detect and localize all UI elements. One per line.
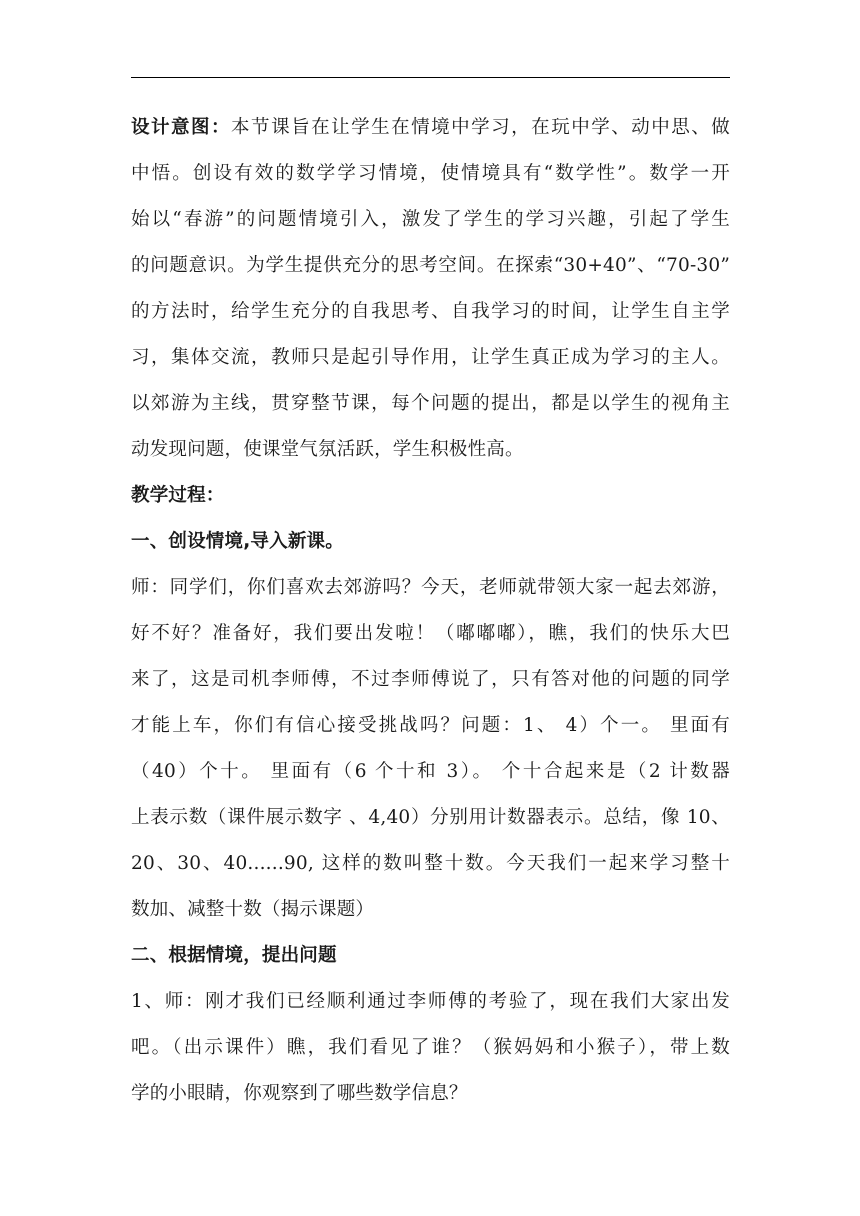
design-intent-line-1 xyxy=(131,108,730,154)
document-body xyxy=(131,108,730,1120)
design-intent-line-last: 动发现问题，使课堂气氛活跃，学生积极性高。 xyxy=(131,439,524,460)
design-intent-line: 以郊游为主线，贯穿整节课，每个问题的提出，都是以学生的视角主 xyxy=(131,393,730,414)
section1-line: 好不好？准备好，我们要出发啦！（嘟嘟嘟），瞧，我们的快乐大巴 xyxy=(131,623,730,644)
design-intent-text: 本节课旨在让学生在情境中学习，在玩中学、动中思、做 xyxy=(231,117,730,138)
design-intent-line: 中悟。创设有效的数学学习情境，使情境具有“数学性”。数学一开 xyxy=(131,163,730,184)
section1-line: 才能上车，你们有信心接受挑战吗？问题：1、 4）个一。 里面有 xyxy=(131,715,730,736)
design-intent-line: 的方法时，给学生充分的自我思考、自我学习的时间，让学生自主学 xyxy=(131,301,730,322)
design-intent-label: 设计意图： xyxy=(131,117,232,138)
section1-line: 师：同学们，你们喜欢去郊游吗？今天，老师就带领大家一起去郊游， xyxy=(131,577,730,598)
section1-line-last: 数加、减整十数（揭示课题） xyxy=(131,899,375,920)
teaching-process-heading: 教学过程： xyxy=(131,485,225,506)
section2-heading: 二、根据情境，提出问题 xyxy=(131,945,337,966)
design-intent-line: 的问题意识。为学生提供充分的思考空间。在探索“30+40”、“70-30” xyxy=(131,255,730,276)
section2-line: 1、师：刚才我们已经顺利通过李师傅的考验了，现在我们大家出发 xyxy=(131,991,730,1012)
section2-line: 吧。（出示课件）瞧，我们看见了谁？（猴妈妈和小猴子），带上数 xyxy=(131,1037,730,1058)
section1-line: 上表示数（课件展示数字 、4,40）分别用计数器表示。总结，像 10、 xyxy=(131,807,730,828)
section1-line: 来了，这是司机李师傅，不过李师傅说了，只有答对他的问题的同学 xyxy=(131,669,730,690)
design-intent-line: 始以“春游”的问题情境引入，激发了学生的学习兴趣，引起了学生 xyxy=(131,209,730,230)
header-rule xyxy=(131,77,730,78)
section1-line: （40）个十。 里面有（6 个十和 3）。 个十合起来是（2 计数器 xyxy=(131,761,730,782)
section1-heading: 一、创设情境,导入新课。 xyxy=(131,531,344,552)
design-intent-line: 习，集体交流，教师只是起引导作用，让学生真正成为学习的主人。 xyxy=(131,347,730,368)
section2-line-last: 学的小眼睛，你观察到了哪些数学信息？ xyxy=(131,1083,468,1104)
section1-line: 20、30、40......90, 这样的数叫整十数。今天我们一起来学习整十 xyxy=(131,853,730,874)
